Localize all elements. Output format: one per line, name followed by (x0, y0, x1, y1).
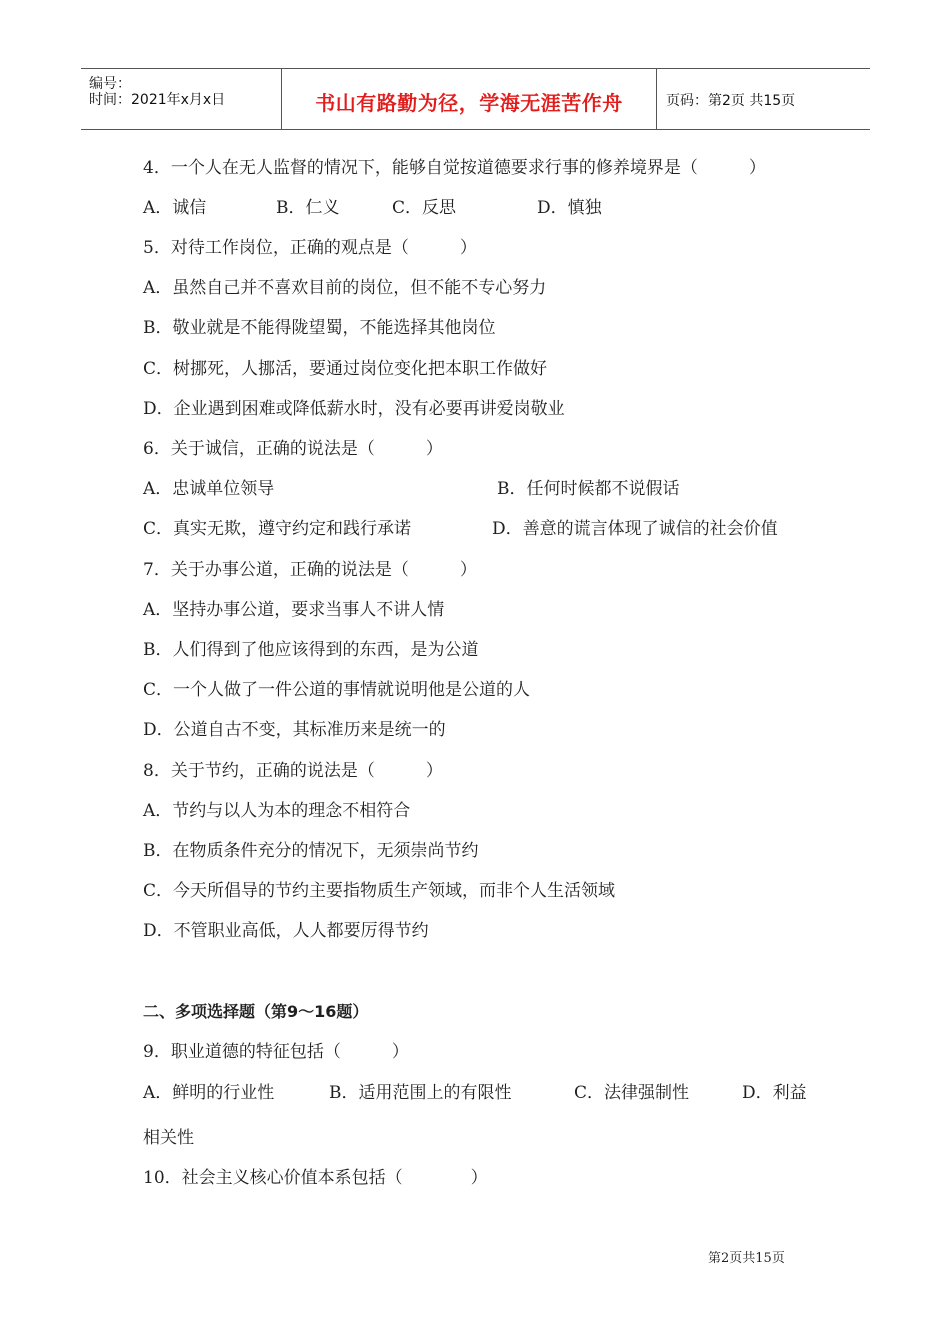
page-footer: 第2页共15页 (708, 1251, 785, 1266)
question-4-option-c: C．反思 (392, 198, 457, 218)
question-8-option-b: B．在物质条件充分的情况下，无须崇尚节约 (143, 841, 479, 861)
question-10-stem: 10．社会主义核心价值本系包括（ ） (143, 1168, 488, 1188)
question-9-option-a: A．鲜明的行业性 (143, 1083, 275, 1103)
question-8-stem: 8．关于节约，正确的说法是（ ） (143, 761, 443, 781)
question-7-option-a: A．坚持办事公道，要求当事人不讲人情 (143, 600, 445, 620)
question-8-option-c: C．今天所倡导的节约主要指物质生产领域，而非个人生活领域 (143, 881, 616, 901)
question-6-option-d: D．善意的谎言体现了诚信的社会价值 (492, 519, 778, 539)
question-9-option-d: D．利益 (742, 1083, 807, 1103)
question-4-stem: 4．一个人在无人监督的情况下，能够自觉按道德要求行事的修养境界是（ ） (143, 158, 766, 178)
question-5-stem: 5．对待工作岗位，正确的观点是（ ） (143, 238, 477, 258)
question-6-option-a: A．忠诚单位领导 (143, 479, 275, 499)
header-motto-cell (281, 69, 657, 129)
document-number-label: 编号： (89, 76, 131, 92)
question-4-option-d: D．慎独 (537, 198, 602, 218)
question-9-option-c: C．法律强制性 (574, 1083, 690, 1103)
question-4-option-a: A．诚信 (143, 198, 207, 218)
question-6-stem: 6．关于诚信，正确的说法是（ ） (143, 439, 443, 459)
question-9-option-d-continued: 相关性 (143, 1128, 194, 1148)
section-2-title: 二、多项选择题（第9～16题） (143, 1002, 369, 1021)
page-info: 页码：第2页 共15页 (666, 93, 796, 109)
document-date-label: 时间：2021年x月x日 (89, 92, 226, 108)
question-8-option-d: D．不管职业高低，人人都要厉得节约 (143, 921, 429, 941)
question-7-stem: 7．关于办事公道，正确的说法是（ ） (143, 560, 477, 580)
header-meta-cell (81, 69, 281, 129)
question-6-option-c: C．真实无欺，遵守约定和践行承诺 (143, 519, 412, 539)
question-7-option-d: D．公道自古不变，其标准历来是统一的 (143, 720, 446, 740)
question-4-option-b: B．仁义 (276, 198, 340, 218)
header-page-cell (656, 69, 870, 129)
motto-text: 书山有路勤为径，学海无涯苦作舟 (315, 91, 623, 115)
question-7-option-c: C．一个人做了一件公道的事情就说明他是公道的人 (143, 680, 531, 700)
question-5-option-c: C．树挪死，人挪活，要通过岗位变化把本职工作做好 (143, 359, 548, 379)
question-5-option-a: A．虽然自己并不喜欢目前的岗位，但不能不专心努力 (143, 278, 547, 298)
page-header (81, 68, 870, 130)
question-5-option-d: D．企业遇到困难或降低薪水时，没有必要再讲爱岗敬业 (143, 399, 565, 419)
question-9-option-b: B．适用范围上的有限性 (329, 1083, 512, 1103)
question-8-option-a: A．节约与以人为本的理念不相符合 (143, 801, 411, 821)
question-9-stem: 9．职业道德的特征包括（ ） (143, 1042, 409, 1062)
question-7-option-b: B．人们得到了他应该得到的东西，是为公道 (143, 640, 479, 660)
question-6-option-b: B．任何时候都不说假话 (497, 479, 680, 499)
question-5-option-b: B．敬业就是不能得陇望蜀，不能选择其他岗位 (143, 318, 496, 338)
